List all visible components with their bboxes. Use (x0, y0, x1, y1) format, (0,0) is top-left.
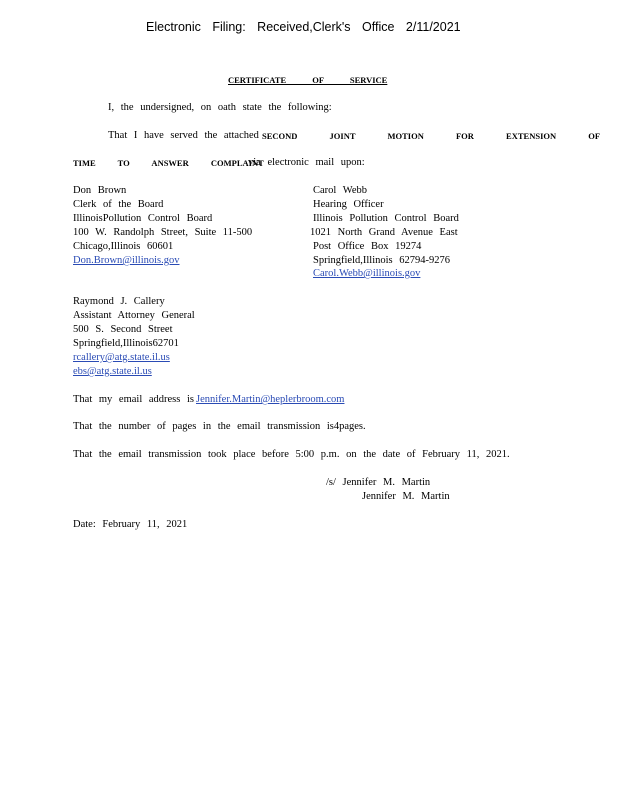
recipient-address: 100 W. Randolph Street, Suite 11-500 (73, 227, 253, 238)
served-line-lead: That I have served the attached (108, 130, 259, 141)
document-title: CERTIFICATE OF SERVICE (228, 75, 388, 85)
pages-line: That the number of pages in the email transmission is4pages. (73, 421, 366, 432)
recipient-city: Springfield,Illinois62701 (73, 338, 179, 349)
recipient-city: Chicago,Illinois 60601 (73, 241, 174, 252)
recipient-title: Assistant Attorney General (73, 310, 195, 321)
recipient-email-link[interactable]: Don.Brown@illinois.gov (73, 255, 180, 266)
filing-header: Electronic Filing: Received,Clerk's Office 2/11/2021 (146, 20, 461, 34)
recipient-name: Don Brown (73, 185, 127, 196)
recipient-email-link[interactable]: rcallery@atg.state.il.us (73, 352, 170, 363)
served-line-tail: via electronic mail upon: (248, 157, 365, 168)
intro-paragraph: I, the undersigned, on oath state the following: (108, 102, 332, 113)
signature-slash: /s/ Jennifer M. Martin (326, 477, 431, 488)
recipient-email-link[interactable]: Carol.Webb@illinois.gov (313, 268, 421, 279)
recipient-org: IllinoisPollution Control Board (73, 213, 213, 224)
signature-name: Jennifer M. Martin (362, 491, 450, 502)
recipient-name: Raymond J. Callery (73, 296, 165, 307)
recipient-email-link-2[interactable]: ebs@atg.state.il.us (73, 366, 152, 377)
date-line: Date: February 11, 2021 (73, 519, 188, 530)
recipient-city: Springfield,Illinois 62794-9276 (313, 255, 450, 266)
recipient-title: Hearing Officer (313, 199, 384, 210)
recipient-address: 1021 North Grand Avenue East (310, 227, 458, 238)
served-line-document: SECOND JOINT MOTION FOR EXTENSION OF (262, 131, 601, 141)
time-line: That the email transmission took place before 5:00 p.m. on the date of February 11, 2021. (73, 449, 510, 460)
recipient-address: 500 S. Second Street (73, 324, 173, 335)
recipient-title: Clerk of the Board (73, 199, 164, 210)
email-line-lead: That my email address is (73, 394, 194, 405)
served-line-document-cont: TIME TO ANSWER COMPLAINT (73, 158, 264, 168)
recipient-po-box: Post Office Box 19274 (313, 241, 422, 252)
recipient-org: Illinois Pollution Control Board (313, 213, 459, 224)
sender-email-link[interactable]: Jennifer.Martin@heplerbroom.com (196, 394, 345, 405)
recipient-name: Carol Webb (313, 185, 367, 196)
